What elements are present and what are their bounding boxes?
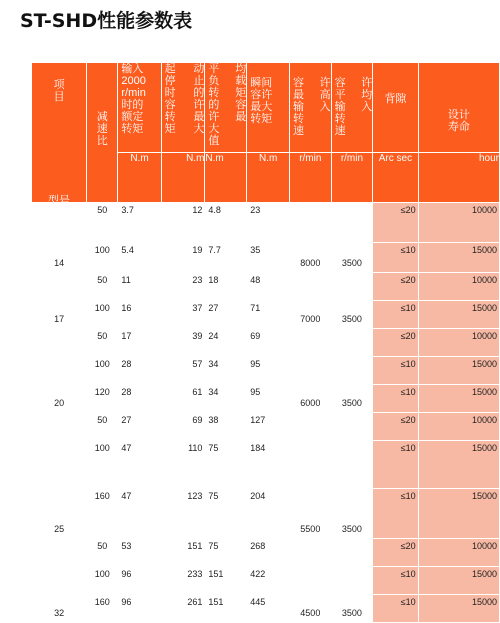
table-row [32, 567, 500, 595]
ratio-cell: 50 [87, 413, 118, 441]
avg-torque-cell: 27 [205, 301, 247, 329]
ratio-cell: 50 [87, 329, 118, 357]
ratio-cell: 50 [87, 203, 118, 243]
backlash-cell: ≤10 [373, 357, 418, 385]
instant-torque-cell: 69 [247, 329, 290, 357]
backlash-cell: ≤10 [373, 441, 418, 489]
ratio-cell: 160 [87, 595, 118, 623]
instant-torque-cell: 48 [247, 273, 290, 301]
backlash-cell: ≤10 [373, 567, 418, 595]
rated-torque-cell: 53 [118, 539, 161, 567]
rated-torque-cell: 5.4 [118, 243, 161, 273]
startstop-torque-cell: 110 [161, 441, 205, 489]
design-life-cell: 15000 [418, 385, 499, 413]
unit-startstop-nm: N.m [161, 153, 205, 203]
instant-torque-cell: 127 [247, 413, 290, 441]
avg-torque-cell: 75 [205, 441, 247, 489]
instant-torque-cell: 95 [247, 385, 290, 413]
avg-speed-cell: 3500 [331, 329, 373, 413]
avg-torque-cell: 34 [205, 357, 247, 385]
instant-torque-cell: 35 [247, 243, 290, 273]
backlash-cell: ≤20 [373, 539, 418, 567]
avg-torque-cell: 24 [205, 329, 247, 357]
backlash-cell: ≤20 [373, 413, 418, 441]
avg-torque-cell: 151 [205, 567, 247, 595]
unit-backlash-arcsec: Arc sec [373, 153, 418, 203]
table-row [32, 539, 500, 567]
avg-speed-cell: 3500 [331, 273, 373, 329]
startstop-torque-cell: 37 [161, 301, 205, 329]
model-cell: 32 [32, 539, 87, 623]
avg-speed-cell: 3500 [331, 203, 373, 273]
rated-torque-cell: 27 [118, 413, 161, 441]
header-instant-torque-cell [247, 63, 290, 153]
design-life-cell: 15000 [418, 243, 499, 273]
design-life-cell: 15000 [418, 595, 499, 623]
startstop-torque-cell: 12 [161, 203, 205, 243]
design-life-cell: 10000 [418, 329, 499, 357]
instant-torque-cell: 268 [247, 539, 290, 567]
ratio-cell: 100 [87, 357, 118, 385]
design-life-cell: 15000 [418, 301, 499, 329]
table-row [32, 203, 500, 243]
rated-torque-cell: 47 [118, 489, 161, 539]
ratio-cell: 50 [87, 273, 118, 301]
table-body [32, 63, 500, 623]
max-speed-cell: 8000 [290, 203, 332, 273]
performance-table [31, 62, 500, 623]
ratio-cell: 100 [87, 567, 118, 595]
backlash-cell: ≤10 [373, 385, 418, 413]
unit-rated-nm: N.m [118, 153, 161, 203]
ratio-cell: 160 [87, 489, 118, 539]
header-max-speed-2: 许 高 入 [319, 77, 331, 113]
max-speed-cell: 7000 [290, 273, 332, 329]
max-speed-cell: 6000 [290, 329, 332, 413]
model-cell: 20 [32, 329, 87, 413]
ratio-cell: 120 [87, 385, 118, 413]
header-avg-torque: 平 负 转 的 许 大值 [208, 63, 220, 147]
table-row [32, 329, 500, 357]
header-avg-speed-2: 许 均 入 [361, 77, 373, 113]
design-life-cell: 15000 [418, 567, 499, 595]
ratio-cell: 50 [87, 539, 118, 567]
instant-torque-cell: 184 [247, 441, 290, 489]
table-row [32, 489, 500, 539]
avg-torque-cell: 151 [205, 595, 247, 623]
header-rated-torque-cell [118, 63, 161, 153]
rated-torque-cell: 11 [118, 273, 161, 301]
design-life-cell: 15000 [418, 489, 499, 539]
backlash-cell: ≤20 [373, 329, 418, 357]
ratio-cell: 100 [87, 301, 118, 329]
table-row [32, 595, 500, 623]
max-speed-cell: 4500 [290, 539, 332, 623]
avg-torque-cell: 34 [205, 385, 247, 413]
backlash-cell: ≤20 [373, 203, 418, 243]
model-cell: 25 [32, 413, 87, 539]
table-row [32, 301, 500, 329]
backlash-cell: ≤20 [373, 273, 418, 301]
avg-torque-cell: 18 [205, 273, 247, 301]
performance-table-container [31, 62, 500, 618]
startstop-torque-cell: 23 [161, 273, 205, 301]
startstop-torque-cell: 69 [161, 413, 205, 441]
startstop-torque-cell: 233 [161, 567, 205, 595]
startstop-torque-cell: 39 [161, 329, 205, 357]
unit-avg-nm: N.m [205, 153, 247, 203]
table-row [32, 357, 500, 385]
design-life-cell: 10000 [418, 203, 499, 243]
header-instant-torque: 瞬间 容许 最大 转矩 [250, 77, 273, 125]
max-speed-cell: 5500 [290, 413, 332, 539]
header-ratio: 减 速 比 [96, 111, 108, 147]
design-life-cell: 10000 [418, 413, 499, 441]
design-life-cell: 10000 [418, 273, 499, 301]
avg-torque-cell: 4.8 [205, 203, 247, 243]
backlash-cell: ≤10 [373, 489, 418, 539]
header-model: 型号 [48, 195, 70, 207]
startstop-torque-cell: 61 [161, 385, 205, 413]
model-cell: 17 [32, 273, 87, 329]
header-startstop-cell [161, 63, 205, 153]
backlash-cell: ≤10 [373, 301, 418, 329]
rated-torque-cell: 47 [118, 441, 161, 489]
instant-torque-cell: 23 [247, 203, 290, 243]
instant-torque-cell: 204 [247, 489, 290, 539]
rated-torque-cell: 28 [118, 385, 161, 413]
table-row [32, 385, 500, 413]
backlash-cell: ≤10 [373, 243, 418, 273]
rated-torque-cell: 3.7 [118, 203, 161, 243]
table-row [32, 273, 500, 301]
header-avg-speed-cell [331, 63, 373, 153]
model-cell: 14 [32, 203, 87, 273]
unit-avg-speed-rpm: r/min [331, 153, 373, 203]
rated-torque-cell: 96 [118, 595, 161, 623]
ratio-cell: 100 [87, 243, 118, 273]
header-design-life-cell [418, 63, 499, 153]
avg-speed-cell: 3500 [331, 413, 373, 539]
header-item: 项 目 [53, 79, 65, 103]
header-avg-torque-cell [205, 63, 247, 153]
header-max-speed-cell [290, 63, 332, 153]
table-row [32, 413, 500, 441]
header-backlash-cell [373, 63, 418, 153]
design-life-cell: 15000 [418, 441, 499, 489]
table-row [32, 441, 500, 489]
unit-design-life-hour: hour [418, 153, 499, 203]
avg-torque-cell: 75 [205, 539, 247, 567]
avg-torque-cell: 75 [205, 489, 247, 539]
header-backlash: 背隙 [384, 93, 407, 105]
header-rated-torque: 输入 2000 r/min 时的 额定 转矩 [121, 63, 146, 135]
design-life-cell: 10000 [418, 539, 499, 567]
ratio-cell: 100 [87, 441, 118, 489]
instant-torque-cell: 445 [247, 595, 290, 623]
table-row [32, 243, 500, 273]
design-life-cell: 15000 [418, 357, 499, 385]
unit-instant-nm: N.m [247, 153, 290, 203]
instant-torque-cell: 95 [247, 357, 290, 385]
rated-torque-cell: 96 [118, 567, 161, 595]
unit-max-speed-rpm: r/min [290, 153, 332, 203]
header-max-speed: 容 最 输 转速 [293, 77, 305, 137]
avg-torque-cell: 7.7 [205, 243, 247, 273]
page-title: ST-SHD性能参数表 [20, 10, 193, 32]
instant-torque-cell: 71 [247, 301, 290, 329]
rated-torque-cell: 16 [118, 301, 161, 329]
header-row [32, 63, 500, 153]
rated-torque-cell: 17 [118, 329, 161, 357]
header-startstop-2: 动 止 的 许 最 大 [193, 63, 205, 135]
header-item-model-cell [32, 63, 87, 207]
startstop-torque-cell: 19 [161, 243, 205, 273]
header-startstop: 起 停 时 容 转矩 [164, 63, 176, 135]
header-avg-speed: 容 平 输 转速 [334, 77, 346, 137]
avg-torque-cell: 38 [205, 413, 247, 441]
rated-torque-cell: 28 [118, 357, 161, 385]
startstop-torque-cell: 123 [161, 489, 205, 539]
startstop-torque-cell: 57 [161, 357, 205, 385]
instant-torque-cell: 422 [247, 567, 290, 595]
startstop-torque-cell: 261 [161, 595, 205, 623]
startstop-torque-cell: 151 [161, 539, 205, 567]
header-design-life: 设计 寿命 [447, 109, 470, 133]
backlash-cell: ≤10 [373, 595, 418, 623]
header-avg-torque-2: 均 载 矩 容 最 [235, 63, 247, 123]
avg-speed-cell: 3500 [331, 539, 373, 623]
header-ratio-cell [87, 63, 118, 203]
